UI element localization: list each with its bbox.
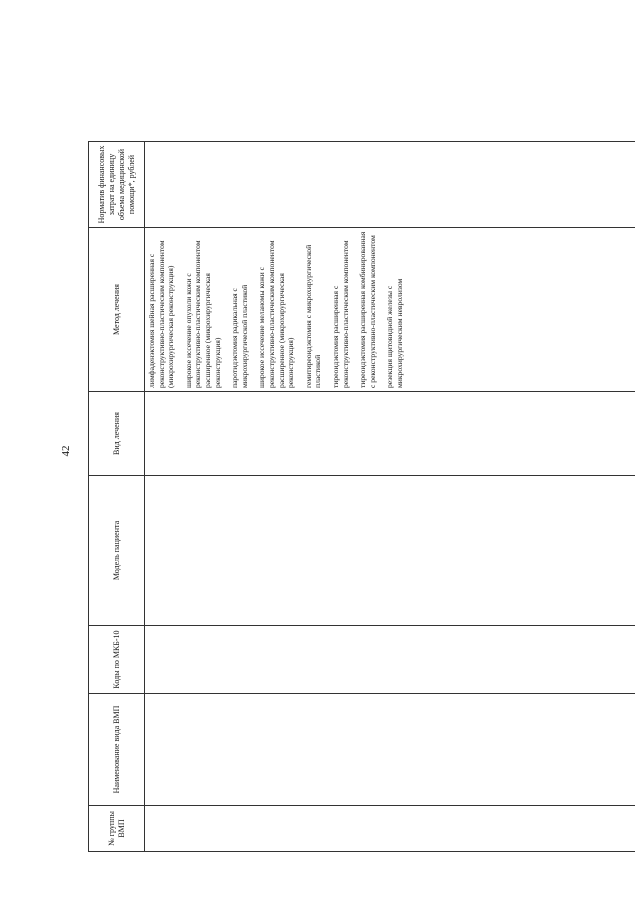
- cell-patient-model: [145, 476, 636, 626]
- method-item: широкое иссечение опухоли кожи с реконструктивно-пластическим компонентом расширенное (микрохирургическая реконструкция): [183, 240, 222, 388]
- header-icd10-codes: Коды по МКБ-10: [89, 626, 145, 694]
- method-item: гемитиреоидэктомия с микрохирургической пластикой: [303, 244, 323, 388]
- table-header-row: [89, 142, 145, 852]
- method-item: резекция щитовидной железы с микрохирургическим невролизом: [385, 278, 404, 388]
- header-treatment-type: Вид лечения: [89, 392, 145, 476]
- vmp-table: [88, 141, 635, 852]
- method-item: широкое иссечение меланомы кожи с реконструктивно-пластическим компонентом расширенное (микрохирургическая реконструкция): [257, 240, 296, 388]
- header-treatment-method: Метод лечения: [89, 228, 145, 392]
- rotated-table-container: [88, 142, 633, 852]
- page-number: 42: [60, 445, 72, 457]
- header-financial-norm: Норматив финансовых затрат на единицу объема медицинской помощи*, рублей: [89, 142, 145, 228]
- method-item: лимфаденэктомия шейная расширенная с реконструктивно-пластическим компонентом (микрохирургическая реконструкция): [147, 240, 176, 388]
- header-vmp-name: Наименование вида ВМП: [89, 694, 145, 806]
- header-patient-model: Модель пациента: [89, 476, 145, 626]
- cell-icd10-codes: [145, 626, 636, 694]
- cell-treatment-methods: [145, 228, 636, 392]
- cell-vmp-name: [145, 694, 636, 806]
- table-row: [145, 142, 636, 852]
- header-group-number: № группы ВМП: [89, 806, 145, 852]
- cell-financial-norm: [145, 142, 636, 228]
- cell-treatment-type: [145, 392, 636, 476]
- method-item: паротидэктомия радикальная с микрохирургической пластикой: [230, 284, 249, 388]
- method-item: тиреоидэктомия расширенная с реконструктивно-пластическим компонентом: [330, 240, 350, 388]
- method-item: тиреоидэктомия расширенная комбинированная с реконструктивно-пластическим компонентом: [358, 231, 377, 388]
- cell-group-number: [145, 806, 636, 852]
